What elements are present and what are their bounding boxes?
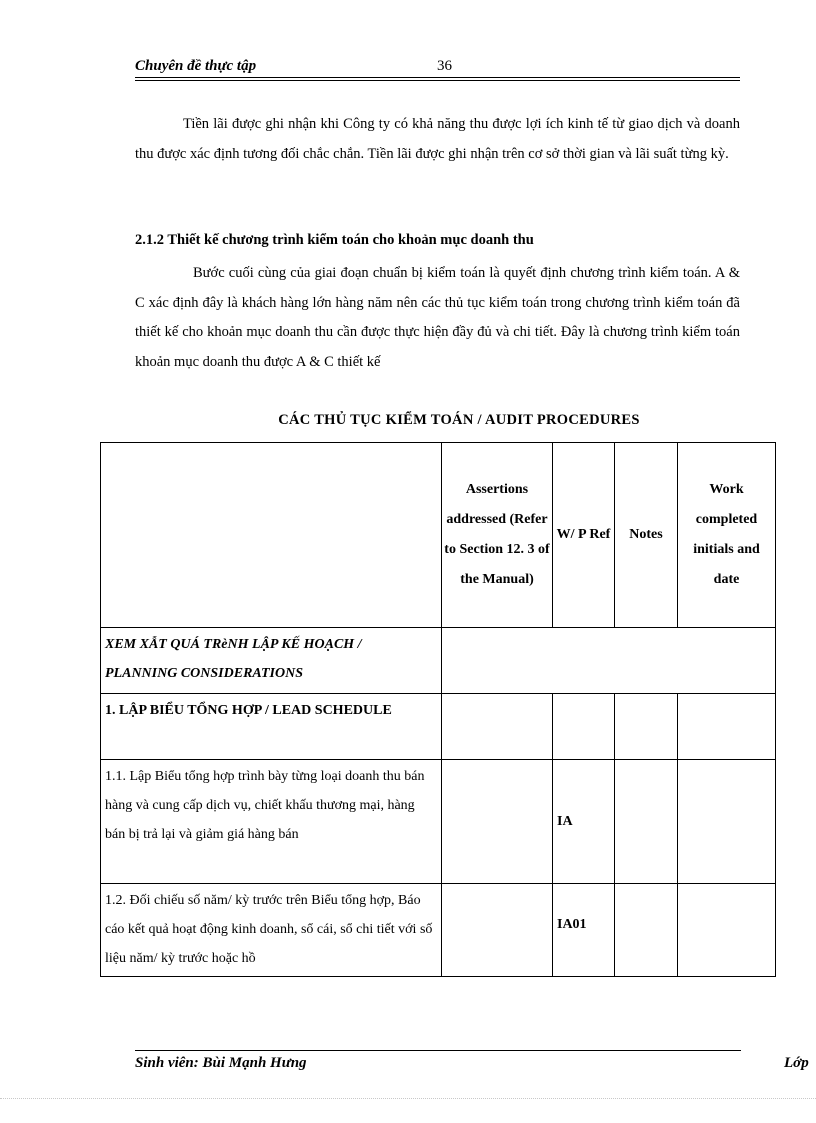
- row-1-1-ref: [553, 760, 615, 884]
- row-1-2-ref: [553, 884, 615, 977]
- planning-considerations-label: XEM XẪT QUÁ TRèNH LẬP KẾ HOẠCH / PLANNING CONSIDERATIONS: [105, 637, 362, 681]
- cell: [678, 760, 776, 884]
- cell: [678, 694, 776, 760]
- cell: [442, 694, 553, 760]
- row-1-2-text: [101, 884, 442, 977]
- audit-procedures-table: [100, 442, 776, 977]
- header-rule-top: [135, 77, 740, 78]
- wp-ref-ia: IA: [557, 814, 573, 829]
- paragraph-audit-program: Bước cuối cùng của giai đoạn chuẩn bị kiểm toán là quyết định chương trình kiểm toán. A & C xác định đây là khách hàng lớn hàng năm nên các thủ tục kiểm toán trong chương trình kiểm toán đã thiết kế cho khoản mục doanh thu cần được thực hiện đầy đủ và chi tiết. Đây là chương trình kiểm toán khoản mục doanh thu được A & C thiết kế: [135, 265, 740, 370]
- header-work-completed: Work completed initials and date: [678, 443, 776, 628]
- footer-rule: [135, 1050, 741, 1051]
- cell: [442, 760, 553, 884]
- table-title: CÁC THỦ TỤC KIỂM TOÁN / AUDIT PROCEDURES: [278, 412, 640, 428]
- row-planning-blank: [442, 628, 776, 694]
- header-assertions: Assertions addressed (Refer to Section 12. 3 of the Manual): [442, 443, 553, 628]
- page-edge-dots: [0, 1098, 816, 1099]
- cell: [553, 694, 615, 760]
- wp-ref-ia01: IA01: [557, 917, 587, 932]
- row-lead-schedule-text: [101, 694, 442, 760]
- header-wp-ref: W/ P Ref: [553, 443, 615, 628]
- cell: [442, 884, 553, 977]
- footer-class-label: Lớp: [784, 1055, 809, 1071]
- cell: [615, 694, 678, 760]
- table-header-row: [101, 443, 776, 628]
- table-row: [101, 760, 776, 884]
- table-row: [101, 884, 776, 977]
- row-planning-text: [101, 628, 442, 694]
- paragraph-interest-income: Tiền lãi được ghi nhận khi Công ty có khả năng thu được lợi ích kinh tế từ giao dịch và doanh thu được xác định tương đối chắc chắn. Tiền lãi được ghi nhận trên cơ sở thời gian và lãi suất từng kỳ.: [135, 116, 740, 162]
- header-notes: Notes: [615, 443, 678, 628]
- section-heading: 2.1.2 Thiết kế chương trình kiểm toán cho khoản mục doanh thu: [135, 232, 534, 248]
- page-number: 36: [437, 58, 452, 74]
- row-1-1-text: [101, 760, 442, 884]
- header-title: Chuyên đề thực tập: [135, 58, 257, 74]
- procedure-1-2: 1.2. Đối chiếu số năm/ kỳ trước trên Biểu tổng hợp, Báo cáo kết quả hoạt động kinh doanh, sổ cái, sổ chi tiết với số liệu năm/ kỳ trước hoặc hồ: [105, 893, 433, 966]
- header-rule-bottom: [135, 80, 740, 81]
- table-row: [101, 694, 776, 760]
- lead-schedule-label: 1. LẬP BIỂU TỔNG HỢP / LEAD SCHEDULE: [105, 703, 392, 718]
- cell: [615, 760, 678, 884]
- header-procedure-cell: [101, 443, 442, 628]
- footer-student-name: Sinh viên: Bùi Mạnh Hưng: [135, 1055, 307, 1071]
- procedure-1-1: 1.1. Lập Biểu tổng hợp trình bày từng loại doanh thu bán hàng và cung cấp dịch vụ, chiết khấu thương mại, hàng bán bị trả lại và giảm giá hàng bán: [105, 769, 425, 842]
- table-row: [101, 628, 776, 694]
- cell: [615, 884, 678, 977]
- cell: [678, 884, 776, 977]
